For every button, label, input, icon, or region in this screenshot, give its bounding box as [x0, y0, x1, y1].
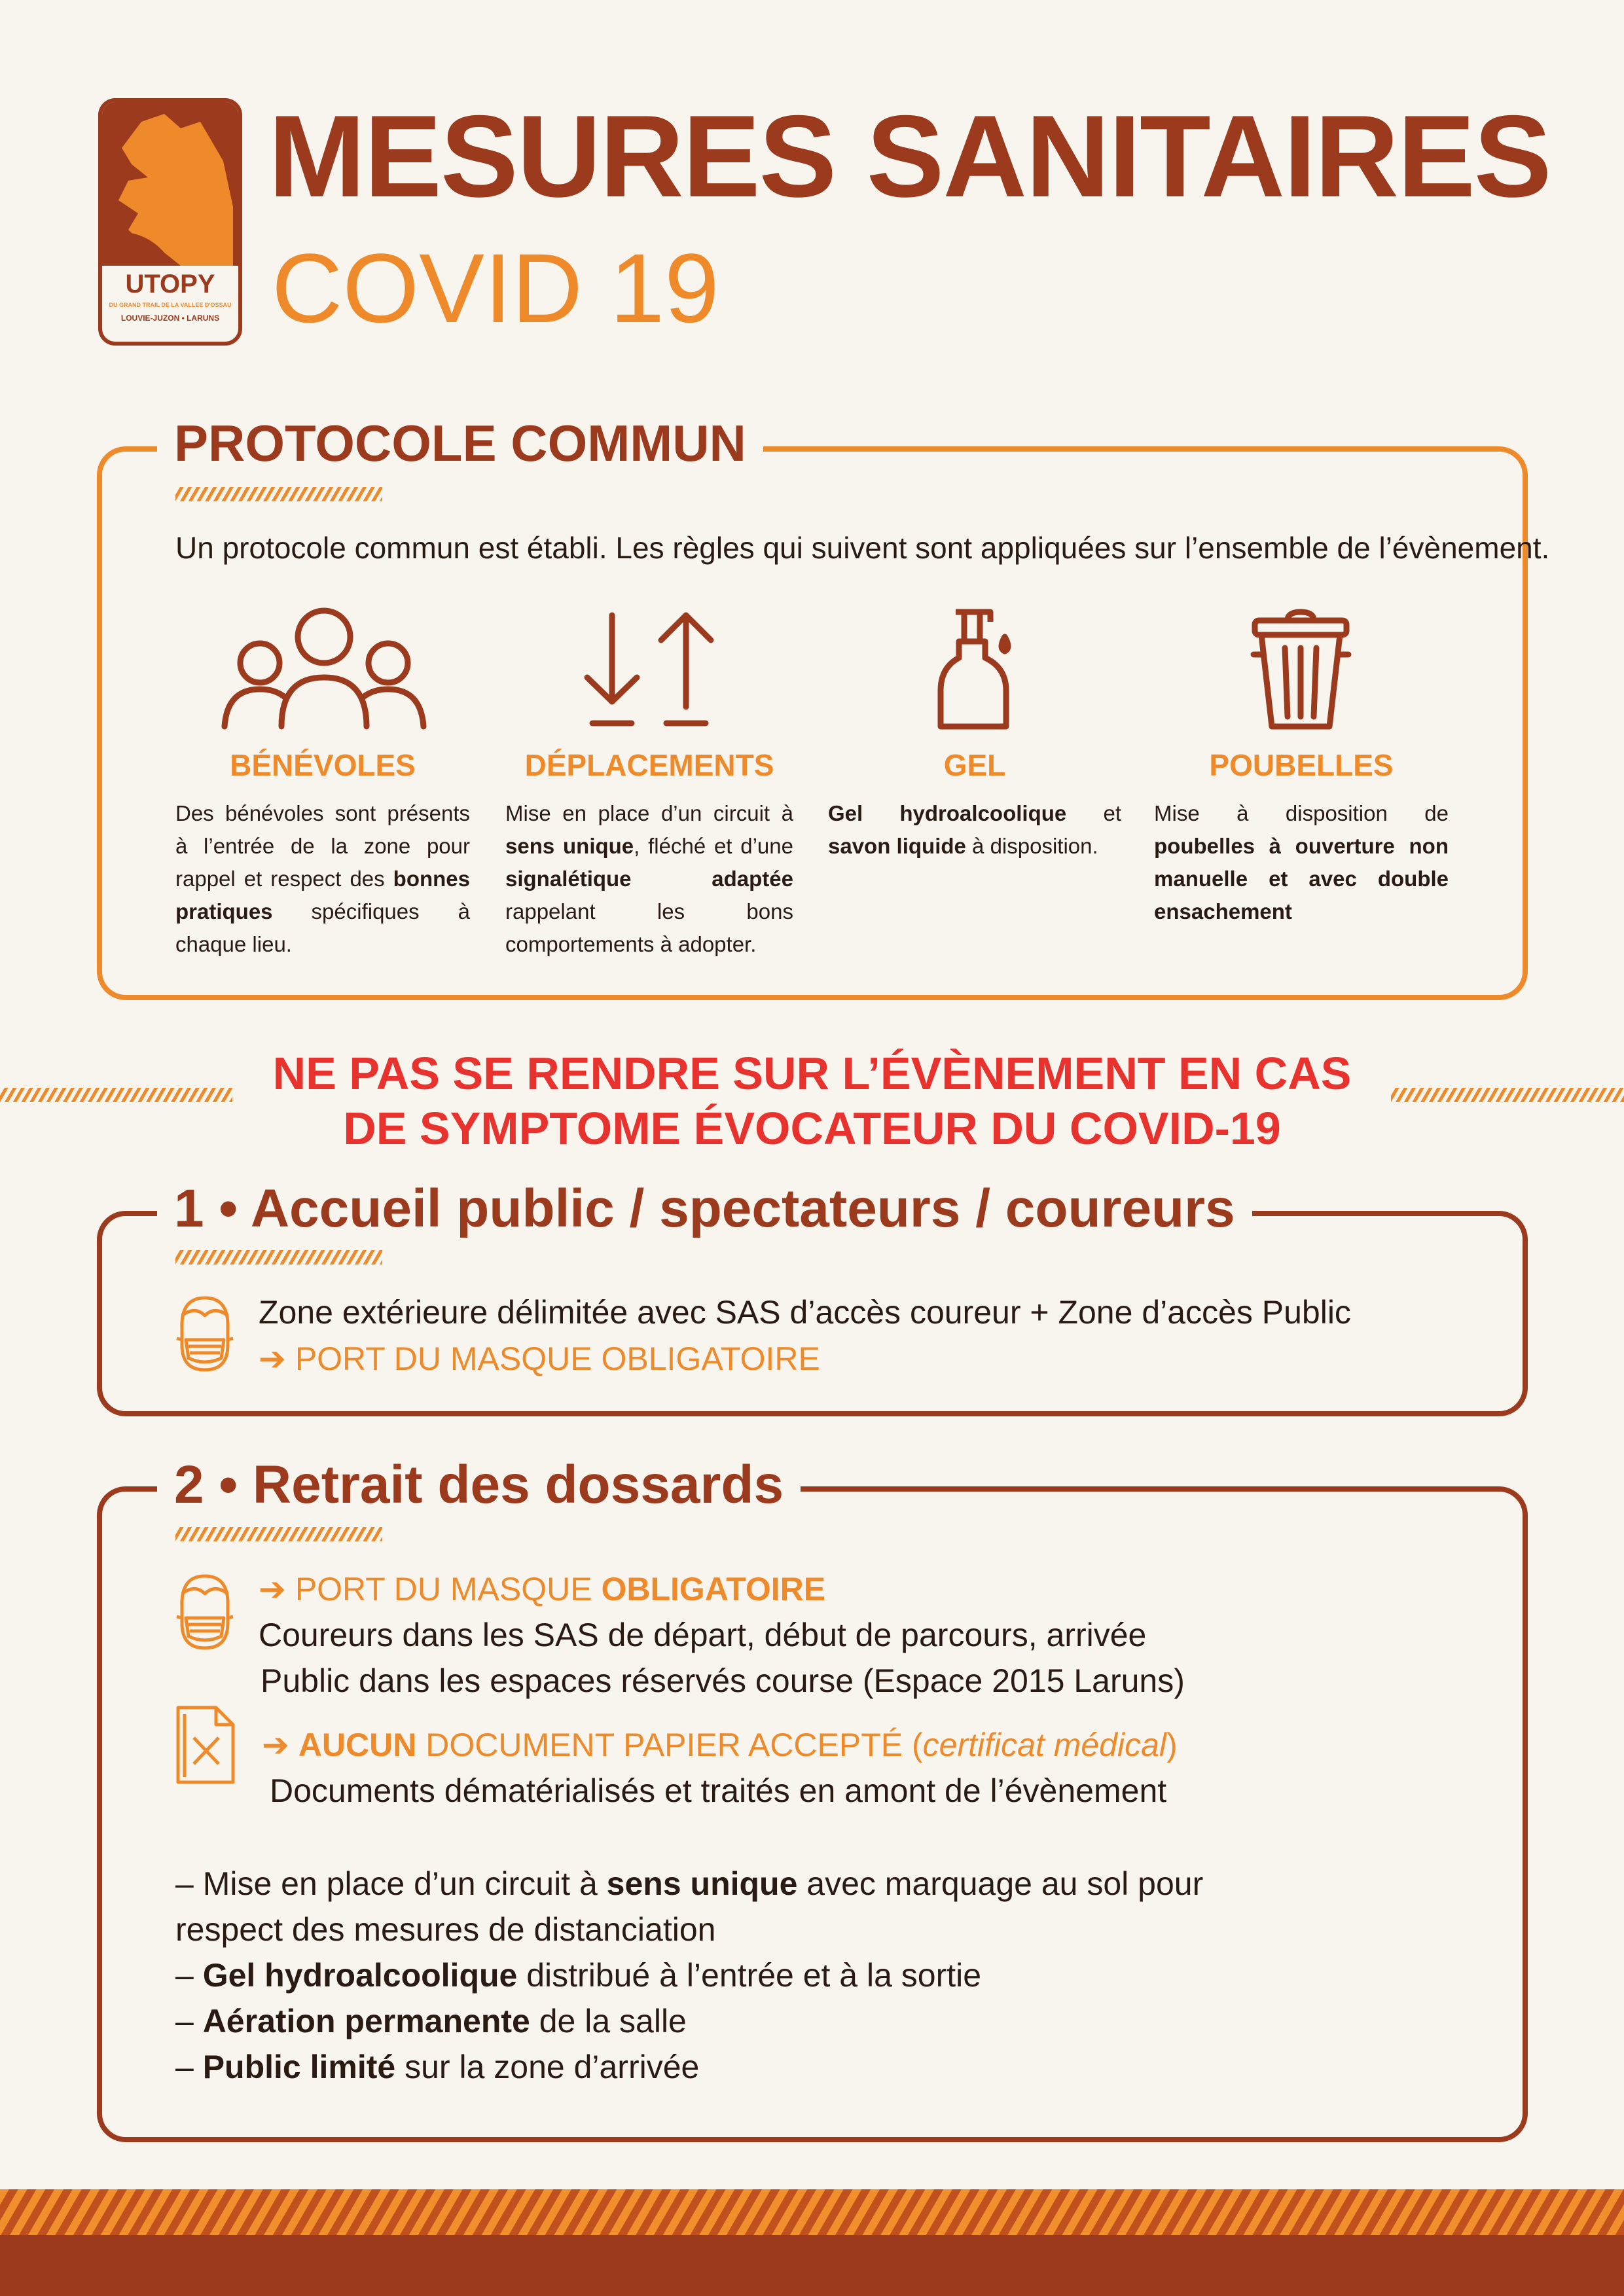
symptom-warning-line-1: NE PAS SE RENDRE SUR L’ÉVÈNEMENT EN CAS [272, 1048, 1352, 1099]
soap-dispenser-icon [933, 605, 1021, 730]
gel-title: GEL [943, 748, 1006, 782]
list-item: – Aération permanente de la salle [175, 2003, 687, 2039]
poubelles-text: Mise à disposition de poubelles à ouverture non manuelle et avec double ensachement [1154, 801, 1449, 924]
title-hatch [175, 1250, 382, 1265]
section-2-mask-notice: ➔ PORT DU MASQUE OBLIGATOIRE [259, 1571, 826, 1607]
arrow-icon: ➔ [259, 1571, 286, 1607]
benevoles-title: BÉNÉVOLES [230, 748, 416, 782]
section-2-title: 2 • Retrait des dossards [157, 1458, 801, 1512]
protocole-title: PROTOCOLE COMMUN [157, 418, 763, 469]
mask-face-icon [175, 1293, 234, 1374]
footer-bar [0, 2235, 1624, 2296]
section-2-document-notice: ➔ AUCUN DOCUMENT PAPIER ACCEPTÉ (certificat médical) [262, 1727, 1178, 1763]
title-hatch [175, 487, 382, 501]
title-hatch [175, 1527, 382, 1541]
list-item: – Public limité sur la zone d’arrivée [175, 2049, 700, 2085]
mountain-icon [102, 102, 238, 266]
logo-locations: LOUVIE-JUZON • LARUNS [120, 314, 220, 323]
poubelles-title: POUBELLES [1209, 748, 1394, 782]
document-crossed-icon [175, 1705, 238, 1787]
section-2-mask-line-1: Coureurs dans les SAS de départ, début de parcours, arrivée [259, 1617, 1147, 1653]
gel-text: Gel hydroalcoolique et savon liquide à disposition. [828, 801, 1121, 858]
symptom-warning [0, 1046, 1624, 1156]
logo-tagline: DU GRAND TRAIL DE LA VALLÉE D'OSSAU [109, 302, 232, 308]
section-1-mask-notice: ➔ PORT DU MASQUE OBLIGATOIRE [259, 1340, 820, 1377]
gel-column [828, 747, 1121, 863]
list-item: – Mise en place d’un circuit à sens unique avec marquage au sol pour [175, 1865, 1204, 1902]
poubelles-column [1154, 747, 1449, 928]
trash-can-icon [1247, 609, 1355, 730]
arrows-up-down-icon [579, 609, 723, 730]
arrow-icon: ➔ [262, 1727, 289, 1763]
section-1-zone-text: Zone extérieure délimitée avec SAS d’accès coureur + Zone d’accès Public [259, 1294, 1351, 1331]
symptom-warning-line-2: DE SYMPTOME ÉVOCATEUR DU COVID-19 [343, 1103, 1281, 1154]
logo-name: UTOPY [125, 270, 215, 298]
deplacements-text: Mise en place d’un circuit à sens unique, fléché et d’une signalétique adaptée rappelant les bons comportements à adopter. [505, 801, 793, 956]
mask-face-icon [175, 1571, 234, 1653]
section-2-mask-line-2: Public dans les espaces réservés course (Espace 2015 Laruns) [261, 1662, 1185, 1699]
benevoles-text: Des bénévoles sont présents à l’entrée de la zone pour rappel et respect des bonnes pratiques spécifiques à chaque lieu. [175, 801, 470, 956]
utopy-logo [98, 98, 242, 346]
deplacements-title: DÉPLACEMENTS [524, 748, 774, 782]
section-2-document-line: Documents dématérialisés et traités en amont de l’évènement [270, 1772, 1167, 1809]
list-item: – Gel hydroalcoolique distribué à l’entrée et à la sortie [175, 1957, 982, 1994]
arrow-icon: ➔ [259, 1340, 286, 1377]
page-subtitle: COVID 19 [272, 233, 719, 343]
section-1-title: 1 • Accueil public / spectateurs / coureurs [157, 1182, 1252, 1236]
benevoles-column [175, 747, 470, 961]
page-title: MESURES SANITAIRES [268, 91, 1551, 221]
list-item-continuation: respect des mesures de distanciation [175, 1911, 716, 1948]
deplacements-column [505, 747, 793, 961]
protocole-intro: Un protocole commun est établi. Les règles qui suivent sont appliquées sur l’ensemble de l’évènement. [175, 531, 1550, 565]
people-icon [219, 605, 429, 730]
